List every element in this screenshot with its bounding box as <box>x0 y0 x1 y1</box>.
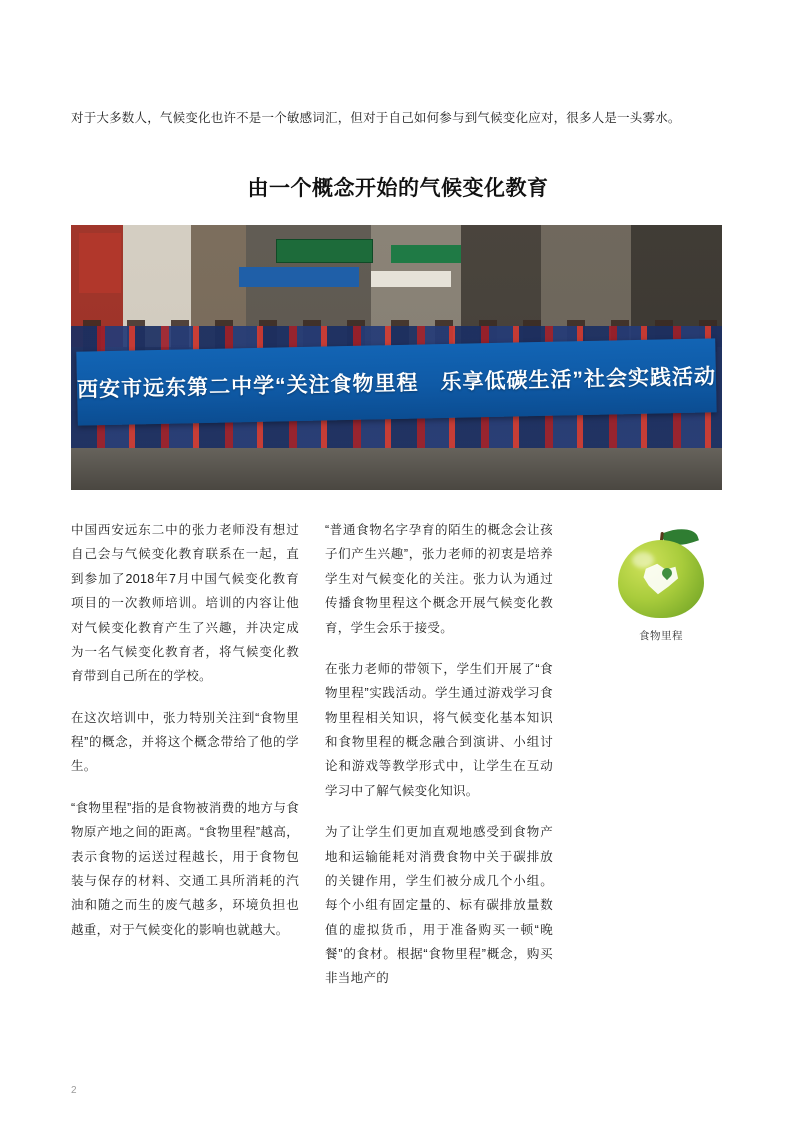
page-number: 2 <box>71 1085 77 1096</box>
page-title: 由一个概念开始的气候变化教育 <box>247 177 549 201</box>
photo-sign-red <box>79 233 121 293</box>
body-column-left <box>71 518 299 959</box>
apple-illustration <box>600 518 722 643</box>
photo-sign-green-2 <box>391 245 461 263</box>
body-column-right <box>325 518 553 1008</box>
hero-photo <box>71 225 722 490</box>
photo-sign-green <box>276 239 373 263</box>
paragraph: 在张力老师的带领下，学生们开展了“食物里程”实践活动。学生通过游戏学习食物里程相关知识，将气候变化基本知识和食物里程的概念融合到演讲、小组讨论和游戏等教学形式中，让学生在互动学习中了解气候变化知识。 <box>325 661 553 798</box>
paragraph: “食物里程”指的是食物被消费的地方与食物原产地之间的距离。“食物里程”越高，表示食物的运送过程越长，用于食物包装与保存的材料、交通工具所消耗的汽油和随之而生的废气越多，环境负担也越重，对于气候变化的影响也就越大。 <box>71 800 299 937</box>
paragraph: 在这次培训中，张力特别关注到“食物里程”的概念，并将这个概念带给了他的学生。 <box>71 710 299 774</box>
photo-sign-blue <box>239 267 359 287</box>
apple-icon <box>618 526 704 618</box>
photo-sign-white <box>371 271 451 287</box>
apple-highlight <box>632 552 654 568</box>
paragraph: 中国西安远东二中的张力老师没有想过自己会与气候变化教育联系在一起，直到参加了2018年7月中国气候变化教育项目的一次教师培训。培训的内容让他对气候变化教育产生了兴趣，并决定成为一名气候变化教育者，将气候变化教育带到自己所在的学校。 <box>71 523 299 684</box>
photo-banner-text: 西安市远东第二中学“关注食物里程 乐享低碳生活”社会实践活动 <box>76 365 717 402</box>
photo-banner <box>76 338 716 425</box>
illustration-caption: 食物里程 <box>639 630 683 642</box>
paragraph: “普通食物名字孕育的陌生的概念会让孩子们产生兴趣”，张力老师的初衷是培养学生对气候变化的关注。张力认为通过传播食物里程这个概念开展气候变化教育，学生会乐于接受。 <box>325 523 553 635</box>
lede-paragraph: 对于大多数人，气候变化也许不是一个敏感词汇，但对于自己如何参与到气候变化应对，很多人是一头雾水。 <box>71 111 681 125</box>
paragraph: 为了让学生们更加直观地感受到食物产地和运输能耗对消费食物中关于碳排放的关键作用，学生们被分成几个小组。每个小组有固定量的、标有碳排放量数值的虚拟货币，用于准备购买一顿“晚餐”的食材。根据“食物里程”概念，购买非当地产的 <box>325 825 553 986</box>
